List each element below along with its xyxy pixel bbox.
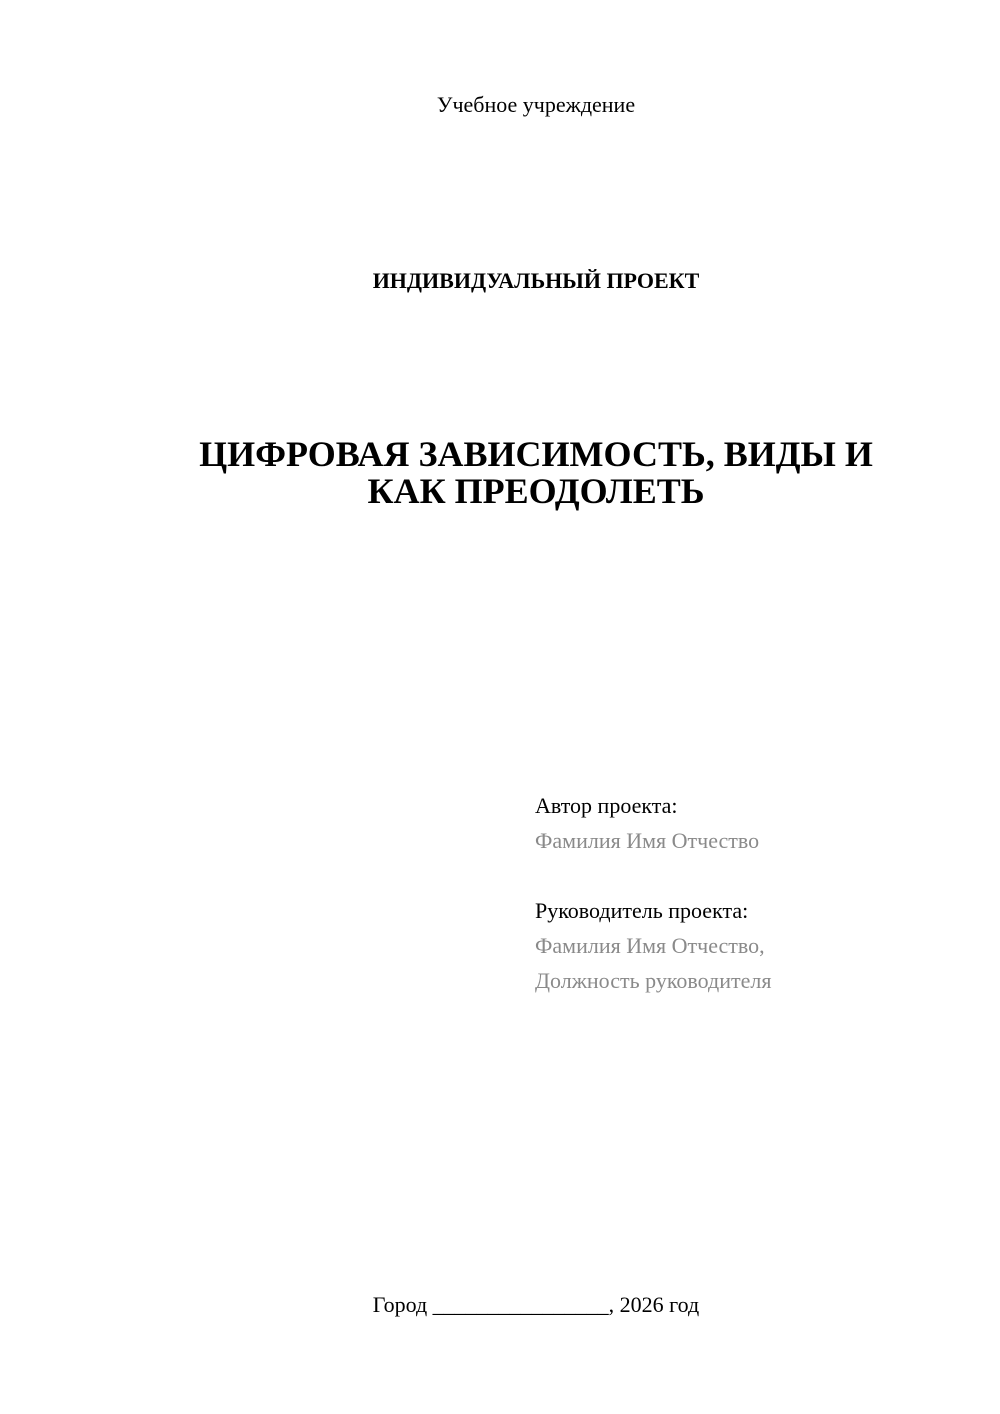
document-title-line-2: КАК ПРЕОДОЛЕТЬ [367,471,705,511]
credits-block [535,788,975,998]
supervisor-name: Фамилия Имя Отчество, [535,933,765,958]
document-title-line-1: ЦИФРОВАЯ ЗАВИСИМОСТЬ, ВИДЫ И [199,434,873,474]
document-title [100,436,972,510]
supervisor-position: Должность руководителя [535,968,772,993]
author-name: Фамилия Имя Отчество [535,828,760,853]
author-block [535,788,975,858]
author-label: Автор проекта: [535,793,678,818]
supervisor-label: Руководитель проекта: [535,898,749,923]
supervisor-block [535,893,975,998]
city-year-footer: Город ________________, 2026 год [372,1292,700,1317]
institution-name: Учебное учреждение [436,92,636,117]
document-type-label: ИНДИВИДУАЛЬНЫЙ ПРОЕКТ [372,268,700,293]
